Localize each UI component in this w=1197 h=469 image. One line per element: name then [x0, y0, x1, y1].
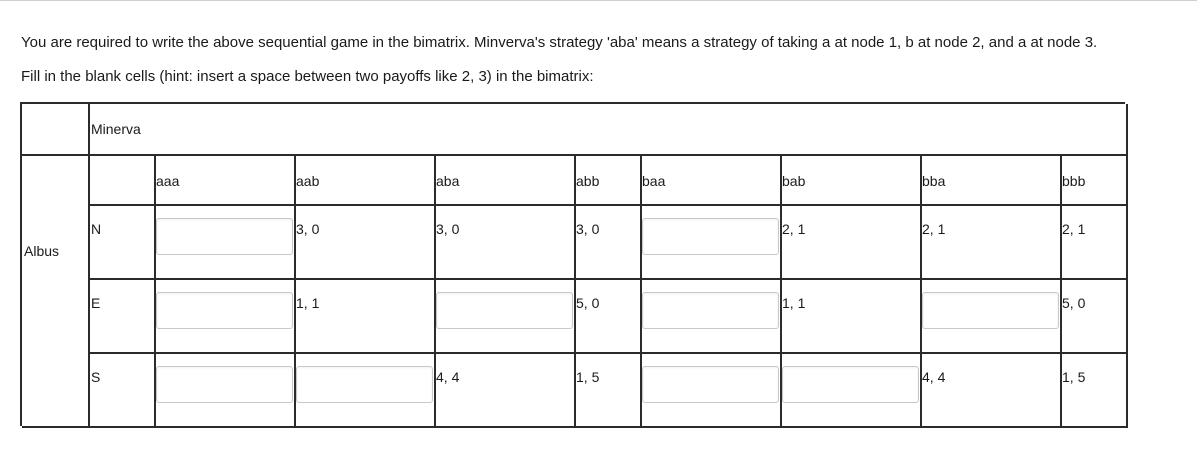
payoff-input-N-aaa[interactable] — [156, 218, 293, 255]
payoff-cell-S-bba: 4, 4 — [922, 369, 946, 385]
payoff-cell-N-abb: 3, 0 — [576, 221, 600, 237]
column-header-bbb: bbb — [1062, 173, 1086, 189]
payoff-cell-S-abb: 1, 5 — [576, 369, 600, 385]
row-header-E: E — [91, 295, 101, 311]
column-header-bba: bba — [922, 173, 946, 189]
column-header-baa: baa — [642, 173, 666, 189]
table-border — [88, 352, 1128, 354]
payoff-cell-E-bbb: 5, 0 — [1062, 295, 1086, 311]
payoff-cell-E-aab: 1, 1 — [296, 295, 320, 311]
payoff-cell-N-aab: 3, 0 — [296, 221, 320, 237]
payoff-input-S-bab[interactable] — [782, 366, 919, 403]
row-header-N: N — [91, 221, 102, 237]
payoff-input-S-baa[interactable] — [642, 366, 779, 403]
column-header-abb: abb — [576, 173, 600, 189]
payoff-cell-N-bba: 2, 1 — [922, 221, 946, 237]
payoff-cell-E-abb: 5, 0 — [576, 295, 600, 311]
payoff-cell-N-aba: 3, 0 — [436, 221, 460, 237]
column-header-aab: aab — [296, 173, 320, 189]
payoff-input-N-baa[interactable] — [642, 218, 779, 255]
payoff-input-E-aba[interactable] — [436, 292, 573, 329]
payoff-cell-N-bbb: 2, 1 — [1062, 221, 1086, 237]
payoff-input-E-baa[interactable] — [642, 292, 779, 329]
top-divider — [0, 0, 1197, 1]
table-border — [434, 154, 436, 428]
payoff-cell-S-bbb: 1, 5 — [1062, 369, 1086, 385]
table-border — [920, 154, 922, 428]
column-header-aaa: aaa — [156, 173, 180, 189]
table-border — [574, 154, 576, 428]
table-border — [88, 204, 1128, 206]
payoff-cell-N-bab: 2, 1 — [782, 221, 806, 237]
payoff-cell-S-aba: 4, 4 — [436, 369, 460, 385]
instruction-text: You are required to write the above sequential game in the bimatrix. Minverva's strategy 'aba' means a strategy of taking a at node 1, b at node 2, and a at node 3. — [21, 34, 1098, 51]
payoff-input-S-aab[interactable] — [296, 366, 433, 403]
bimatrix-table — [20, 102, 1125, 426]
column-header-bab: bab — [782, 173, 806, 189]
payoff-input-E-bba[interactable] — [922, 292, 1059, 329]
table-border — [1126, 104, 1128, 428]
column-header-aba: aba — [436, 173, 460, 189]
row-header-S: S — [91, 369, 101, 385]
payoff-input-E-aaa[interactable] — [156, 292, 293, 329]
payoff-cell-E-bab: 1, 1 — [782, 295, 806, 311]
payoff-input-S-aaa[interactable] — [156, 366, 293, 403]
hint-text: Fill in the blank cells (hint: insert a space between two payoffs like 2, 3) in the bimatrix: — [21, 68, 594, 85]
table-border — [88, 104, 90, 428]
column-player-label: Minerva — [91, 121, 141, 137]
row-player-label: Albus — [24, 243, 60, 259]
table-border — [88, 278, 1128, 280]
table-border — [1060, 154, 1062, 428]
